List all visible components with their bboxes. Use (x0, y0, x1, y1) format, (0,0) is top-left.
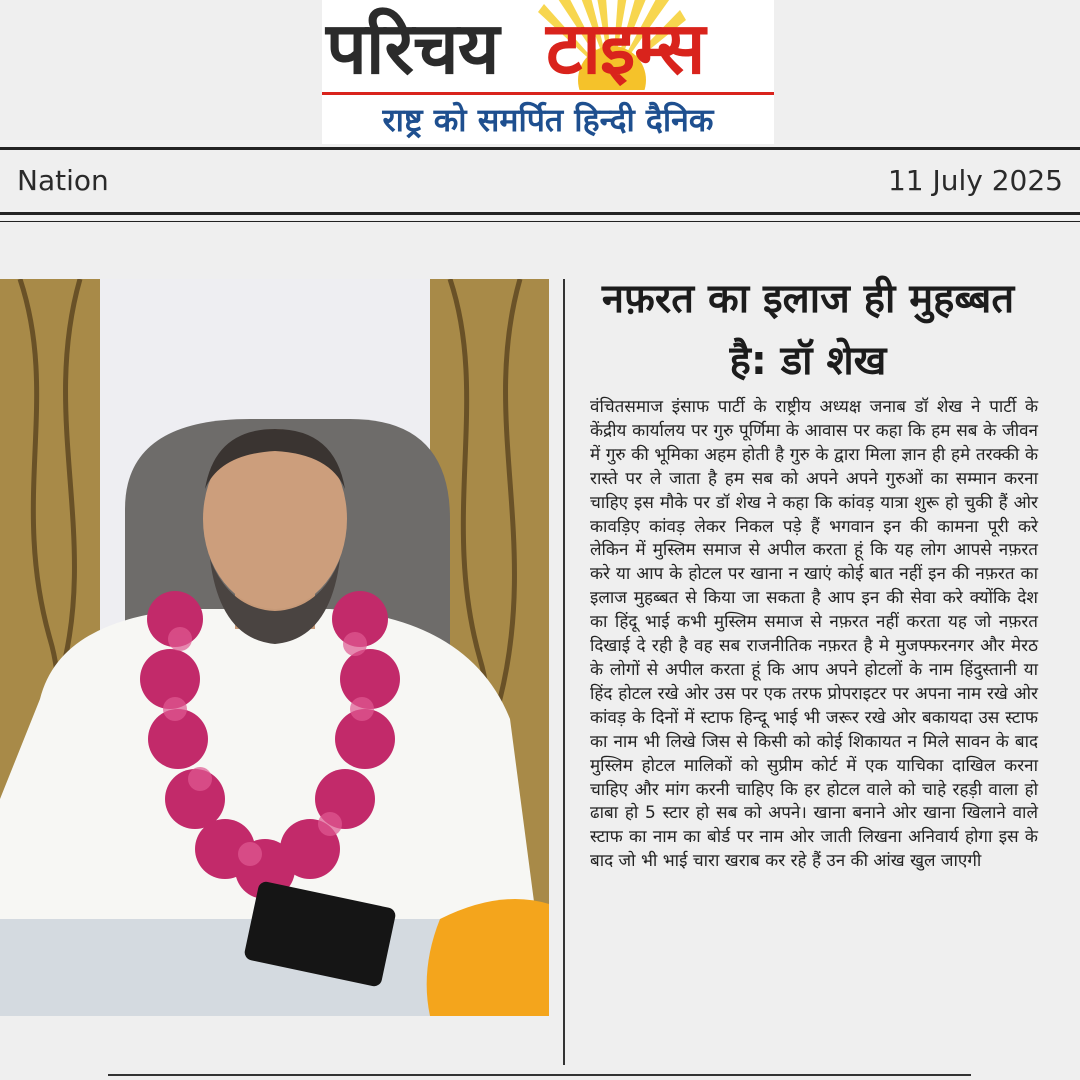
brand-name-left: परिचय (326, 6, 499, 90)
header-rule-thick (0, 212, 1080, 215)
header-rule-thin (0, 221, 1080, 222)
footer-rule (108, 1074, 971, 1076)
portrait-illustration (0, 279, 549, 1016)
date-label: 11 July 2025 (887, 164, 1063, 197)
masthead-rule (322, 92, 774, 95)
article-headline: नफ़रत का इलाज ही मुहब्बत है: डॉ शेख (601, 276, 1015, 384)
top-rule (0, 147, 1080, 150)
article-body: वंचितसमाज इंसाफ पार्टी के राष्ट्रीय अध्यक्ष जनाब डॉ शेख ने पार्टी के केंद्रीय कार्यालय पर गुरु पूर्णिमा के आवास पर कहा कि हम सब के जीवन में गुरु की भूमिका अहम होती है गुरु के द्वारा मिला ज्ञान ही हमे तरक्की के रास्ते पर ले जाता है हम सब को अपने अपने गुरुओं का सम्मान करना चाहिए इस मौके पर डॉ शेख ने कहा कि कांवड़ यात्रा शुरू हो चुकी हैं ओर कावड़िए कांवड़ लेकर निकल पड़े हैं भगवान इन की कामना पूरी करे लेकिन में मुस्लिम समाज से अपील करता हूं कि यह लोग आपसे नफ़रत करे या आप के होटल पर खाना न खाएं कोई बात नहीं इन की नफ़रत का इलाज मुहब्बत से किया जा सकता है आप इन की सेवा करे क्योंकि देश का हिंदू भाई कभी मुस्लिम समाज से नफ़रत नहीं करता यह जो नफ़रत दिखाई दे रही है वह सब राजनीतिक नफ़रत है मे मुजफ्फरनगर और मेरठ के लोगों से अपील करता हूं कि आप अपने होटलों के नाम हिंदुस्तानी या हिंद होटल रखे ओर उस पर एक तरफ प्रोपराइटर पर अपना नाम रखे ओर कांवड़ के दिनों में स्टाफ हिन्दू भाई भी जरूर रखे ओर बकायदा उस स्टाफ का नाम भी लिखे जिस से किसी को कोई शिकायत न मिले सावन के बाद मुस्लिम होटल मालिकों को सुप्रीम कोर्ट में एक याचिका दाखिल करना चाहिए और मांग करनी चाहिए कि हर होटल वाले को चाहे रहड़ी वाला हो ढाबा हो 5 स्टार हो सब को अपने। खाना बनाने ओर खाना खिलाने वाले स्टाफ का नाम का बोर्ड पर नाम ओर जाती लिखना अनिवार्य होगा इस के बाद जो भी भाई चारा खराब कर रहे हैं उन की आंख खुल जाएगी (590, 397, 1038, 872)
column-divider (563, 279, 565, 1065)
newspaper-masthead (322, 0, 774, 144)
section-label: Nation (17, 164, 109, 197)
masthead-tagline: राष्ट्र को समर्पित हिन्दी दैनिक (382, 101, 714, 139)
article-photo (0, 279, 549, 1016)
brand-name-right: टाइम्स (546, 6, 705, 90)
